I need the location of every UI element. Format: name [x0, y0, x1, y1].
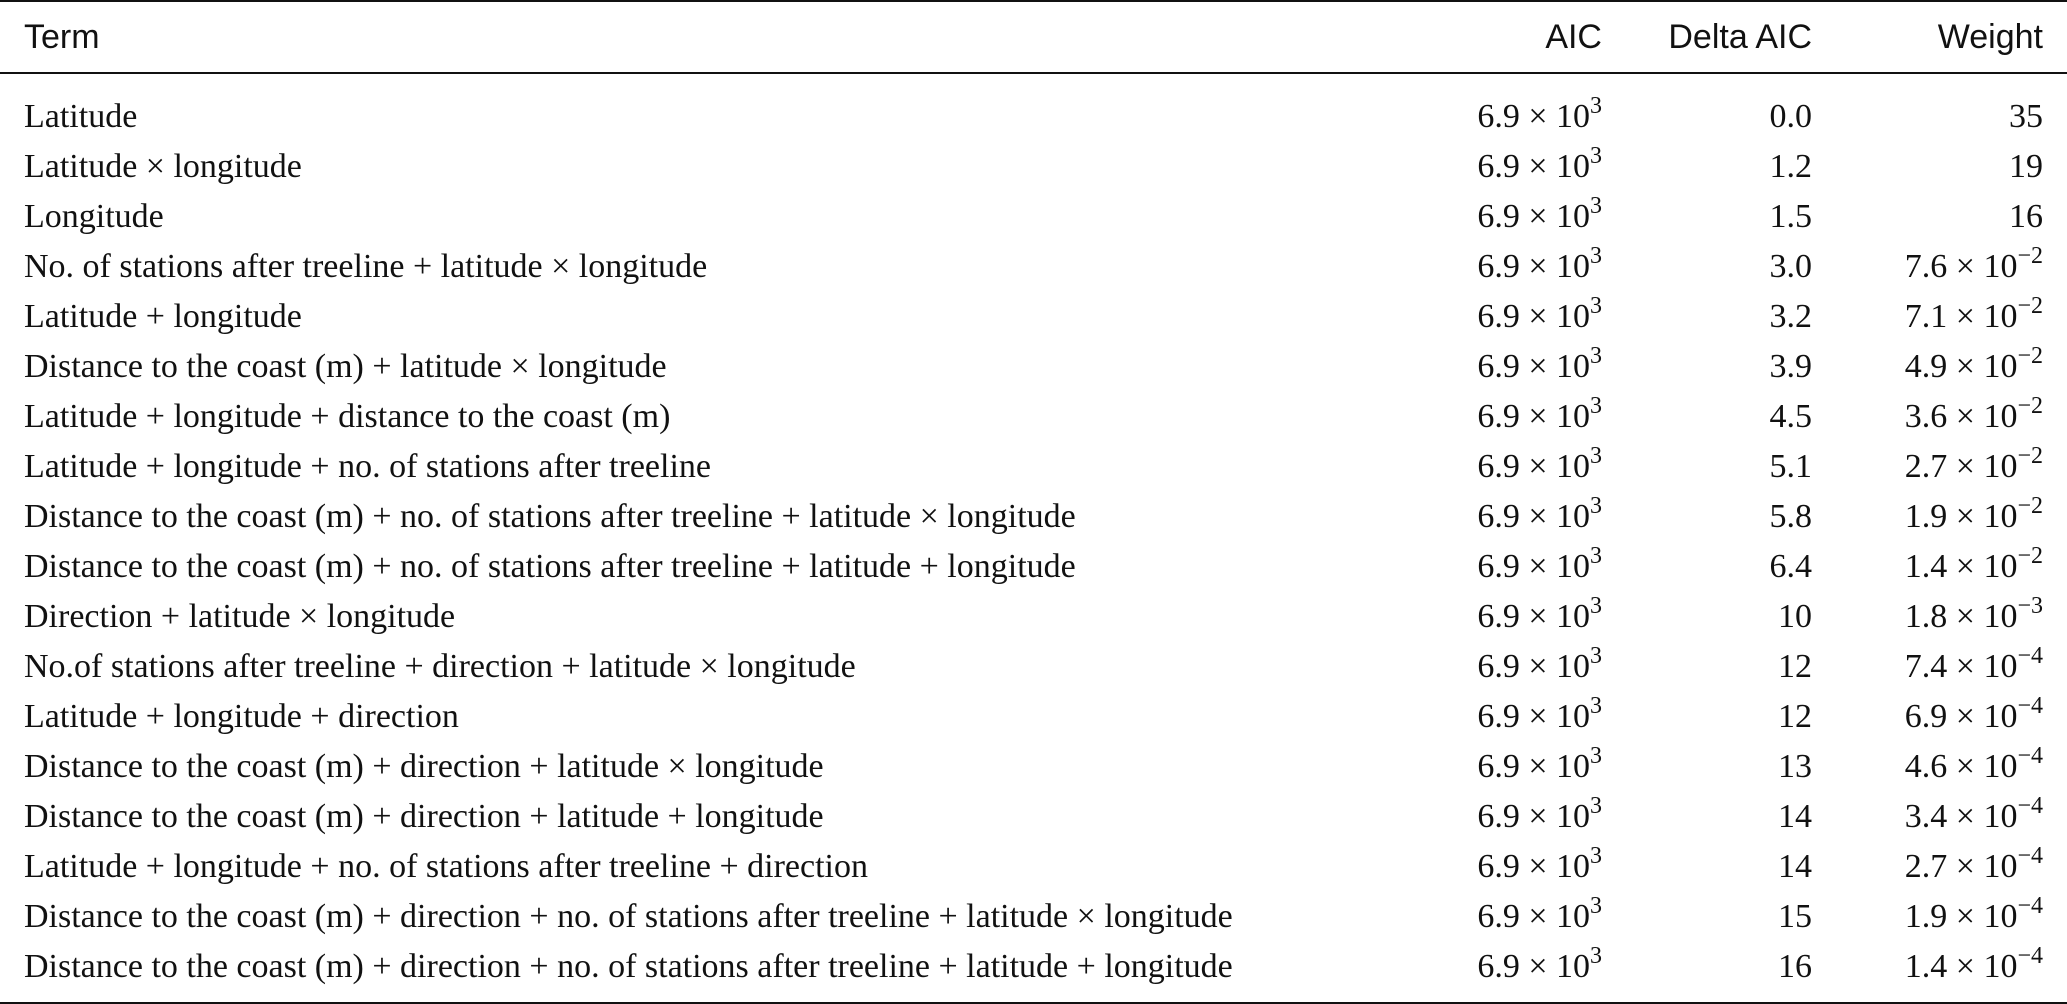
weight-exponent: −2 — [2017, 343, 2043, 369]
table-row — [0, 292, 2067, 342]
aic-exponent: 3 — [1590, 193, 1602, 219]
aic-exponent: 3 — [1590, 743, 1602, 769]
weight-mantissa: 7.4 × 10 — [1904, 648, 2018, 685]
weight-mantissa: 3.4 × 10 — [1904, 798, 2018, 835]
aic-mantissa: 6.9 × 10 — [1477, 348, 1590, 385]
weight-mantissa: 4.9 × 10 — [1904, 348, 2018, 385]
weight-mantissa: 7.6 × 10 — [1904, 248, 2018, 285]
cell-weight — [1820, 142, 2067, 192]
weight-mantissa: 4.6 × 10 — [1904, 748, 2018, 785]
weight-mantissa: 16 — [2009, 198, 2043, 235]
cell-delta-aic: 1.5 — [1769, 198, 1812, 235]
cell-delta-aic: 14 — [1778, 798, 1812, 835]
cell-aic — [1420, 792, 1610, 842]
aic-exponent: 3 — [1590, 943, 1602, 969]
weight-mantissa: 1.4 × 10 — [1904, 548, 2018, 585]
weight-exponent: −2 — [2017, 543, 2043, 569]
aic-mantissa: 6.9 × 10 — [1477, 548, 1590, 585]
cell-aic — [1420, 542, 1610, 592]
cell-aic — [1420, 342, 1610, 392]
weight-exponent: −4 — [2017, 743, 2043, 769]
aic-mantissa: 6.9 × 10 — [1477, 648, 1590, 685]
table-row — [0, 792, 2067, 842]
header-aic: AIC — [1420, 1, 1610, 73]
cell-delta-aic: 12 — [1778, 698, 1812, 735]
cell-term: Distance to the coast (m) + direction + no. of stations after treeline + latitude × longitude — [24, 898, 1233, 935]
aic-exponent: 3 — [1590, 593, 1602, 619]
cell-term: No. of stations after treeline + latitude × longitude — [24, 248, 708, 285]
weight-mantissa: 1.9 × 10 — [1904, 898, 2018, 935]
table-row — [0, 73, 2067, 142]
weight-exponent: −4 — [2017, 893, 2043, 919]
aic-mantissa: 6.9 × 10 — [1477, 148, 1590, 185]
cell-term: Latitude × longitude — [24, 148, 302, 185]
cell-weight — [1820, 392, 2067, 442]
aic-mantissa: 6.9 × 10 — [1477, 848, 1590, 885]
aic-exponent: 3 — [1590, 143, 1602, 169]
cell-weight — [1820, 742, 2067, 792]
aic-exponent: 3 — [1590, 243, 1602, 269]
cell-weight — [1820, 342, 2067, 392]
weight-mantissa: 1.8 × 10 — [1904, 598, 2018, 635]
aic-exponent: 3 — [1590, 343, 1602, 369]
cell-aic — [1420, 942, 1610, 1003]
weight-exponent: −4 — [2017, 843, 2043, 869]
cell-delta-aic: 5.1 — [1769, 448, 1812, 485]
aic-mantissa: 6.9 × 10 — [1477, 898, 1590, 935]
cell-aic — [1420, 192, 1610, 242]
aic-exponent: 3 — [1590, 893, 1602, 919]
cell-aic — [1420, 492, 1610, 542]
cell-term: Distance to the coast (m) + direction + latitude × longitude — [24, 748, 824, 785]
table-row — [0, 692, 2067, 742]
cell-term: Direction + latitude × longitude — [24, 598, 456, 635]
aic-mantissa: 6.9 × 10 — [1477, 498, 1590, 535]
cell-delta-aic: 10 — [1778, 598, 1812, 635]
aic-mantissa: 6.9 × 10 — [1477, 298, 1590, 335]
cell-term: Latitude — [24, 98, 138, 135]
cell-weight — [1820, 642, 2067, 692]
cell-aic — [1420, 242, 1610, 292]
cell-term: Latitude + longitude + direction — [24, 698, 459, 735]
aic-mantissa: 6.9 × 10 — [1477, 98, 1590, 135]
weight-exponent: −2 — [2017, 293, 2043, 319]
cell-aic — [1420, 442, 1610, 492]
weight-mantissa: 1.4 × 10 — [1904, 948, 2018, 985]
cell-aic — [1420, 73, 1610, 142]
aic-mantissa: 6.9 × 10 — [1477, 198, 1590, 235]
cell-aic — [1420, 292, 1610, 342]
aic-exponent: 3 — [1590, 443, 1602, 469]
aic-mantissa: 6.9 × 10 — [1477, 798, 1590, 835]
cell-delta-aic: 1.2 — [1769, 148, 1812, 185]
aic-exponent: 3 — [1590, 843, 1602, 869]
table-body — [0, 73, 2067, 1003]
table-row — [0, 392, 2067, 442]
cell-term: Distance to the coast (m) + direction + latitude + longitude — [24, 798, 824, 835]
cell-term: Longitude — [24, 198, 164, 235]
cell-delta-aic: 3.9 — [1769, 348, 1812, 385]
cell-weight — [1820, 792, 2067, 842]
cell-weight — [1820, 442, 2067, 492]
weight-mantissa: 19 — [2009, 148, 2043, 185]
cell-weight — [1820, 542, 2067, 592]
table-row — [0, 942, 2067, 1003]
weight-mantissa: 3.6 × 10 — [1904, 398, 2018, 435]
weight-mantissa: 2.7 × 10 — [1904, 448, 2018, 485]
aic-mantissa: 6.9 × 10 — [1477, 598, 1590, 635]
cell-term: Distance to the coast (m) + latitude × longitude — [24, 348, 667, 385]
weight-mantissa: 1.9 × 10 — [1904, 498, 2018, 535]
aic-mantissa: 6.9 × 10 — [1477, 448, 1590, 485]
weight-mantissa: 6.9 × 10 — [1904, 698, 2018, 735]
cell-aic — [1420, 692, 1610, 742]
cell-term: Latitude + longitude + no. of stations after treeline + direction — [24, 848, 869, 885]
cell-term: No.of stations after treeline + direction + latitude × longitude — [24, 648, 856, 685]
cell-weight — [1820, 842, 2067, 892]
cell-aic — [1420, 592, 1610, 642]
aic-exponent: 3 — [1590, 693, 1602, 719]
weight-mantissa: 7.1 × 10 — [1904, 298, 2018, 335]
cell-delta-aic: 0.0 — [1769, 98, 1812, 135]
cell-term: Distance to the coast (m) + direction + no. of stations after treeline + latitude + longitude — [0, 942, 1420, 1003]
cell-weight — [1820, 942, 2067, 1003]
cell-weight — [1820, 192, 2067, 242]
aic-mantissa: 6.9 × 10 — [1477, 698, 1590, 735]
table-row — [0, 842, 2067, 892]
cell-delta-aic: 6.4 — [1769, 548, 1812, 585]
table-row — [0, 442, 2067, 492]
aic-exponent: 3 — [1590, 643, 1602, 669]
table-row — [0, 242, 2067, 292]
aic-exponent: 3 — [1590, 393, 1602, 419]
cell-delta-aic: 13 — [1778, 748, 1812, 785]
aic-mantissa: 6.9 × 10 — [1477, 248, 1590, 285]
cell-weight — [1820, 492, 2067, 542]
cell-weight — [1820, 592, 2067, 642]
table-row — [0, 742, 2067, 792]
cell-weight — [1820, 292, 2067, 342]
cell-weight — [1820, 242, 2067, 292]
header-weight: Weight — [1820, 1, 2067, 73]
table-row — [0, 592, 2067, 642]
aic-exponent: 3 — [1590, 793, 1602, 819]
table-row — [0, 192, 2067, 242]
table-header — [0, 1, 2067, 73]
weight-exponent: −3 — [2017, 593, 2043, 619]
cell-aic — [1420, 642, 1610, 692]
aic-mantissa: 6.9 × 10 — [1477, 948, 1590, 985]
aic-exponent: 3 — [1590, 543, 1602, 569]
table-row — [0, 642, 2067, 692]
weight-mantissa: 35 — [2009, 98, 2043, 135]
weight-exponent: −4 — [2017, 643, 2043, 669]
cell-delta-aic: 5.8 — [1769, 498, 1812, 535]
cell-weight — [1820, 73, 2067, 142]
weight-exponent: −4 — [2017, 693, 2043, 719]
aic-exponent: 3 — [1590, 293, 1602, 319]
cell-term: Latitude + longitude — [24, 298, 302, 335]
aic-exponent: 3 — [1590, 93, 1602, 119]
cell-term: Latitude + longitude + distance to the coast (m) — [24, 398, 671, 435]
table-row — [0, 492, 2067, 542]
weight-exponent: −2 — [2017, 493, 2043, 519]
table-row — [0, 892, 2067, 942]
cell-delta-aic: 3.0 — [1769, 248, 1812, 285]
cell-aic — [1420, 142, 1610, 192]
aic-mantissa: 6.9 × 10 — [1477, 748, 1590, 785]
cell-term: Distance to the coast (m) + no. of stations after treeline + latitude + longitude — [24, 548, 1076, 585]
weight-exponent: −4 — [2017, 943, 2043, 969]
cell-weight — [1820, 692, 2067, 742]
weight-exponent: −2 — [2017, 393, 2043, 419]
cell-term: Latitude + longitude + no. of stations after treeline — [24, 448, 711, 485]
cell-delta-aic: 14 — [1778, 848, 1812, 885]
cell-delta-aic: 4.5 — [1769, 398, 1812, 435]
cell-delta-aic: 12 — [1778, 648, 1812, 685]
weight-exponent: −2 — [2017, 443, 2043, 469]
header-row — [0, 1, 2067, 73]
aic-exponent: 3 — [1590, 493, 1602, 519]
cell-delta-aic: 3.2 — [1769, 298, 1812, 335]
table-row — [0, 342, 2067, 392]
header-term: Term — [0, 1, 1420, 73]
cell-delta-aic: 16 — [1610, 942, 1820, 1003]
table-row — [0, 542, 2067, 592]
cell-term: Distance to the coast (m) + no. of stations after treeline + latitude × longitude — [24, 498, 1076, 535]
weight-mantissa: 2.7 × 10 — [1904, 848, 2018, 885]
weight-exponent: −4 — [2017, 793, 2043, 819]
cell-aic — [1420, 892, 1610, 942]
cell-aic — [1420, 742, 1610, 792]
cell-delta-aic: 15 — [1778, 898, 1812, 935]
header-delta-aic: Delta AIC — [1610, 1, 1820, 73]
weight-exponent: −2 — [2017, 243, 2043, 269]
cell-aic — [1420, 392, 1610, 442]
aic-mantissa: 6.9 × 10 — [1477, 398, 1590, 435]
cell-aic — [1420, 842, 1610, 892]
cell-weight — [1820, 892, 2067, 942]
table-row — [0, 142, 2067, 192]
